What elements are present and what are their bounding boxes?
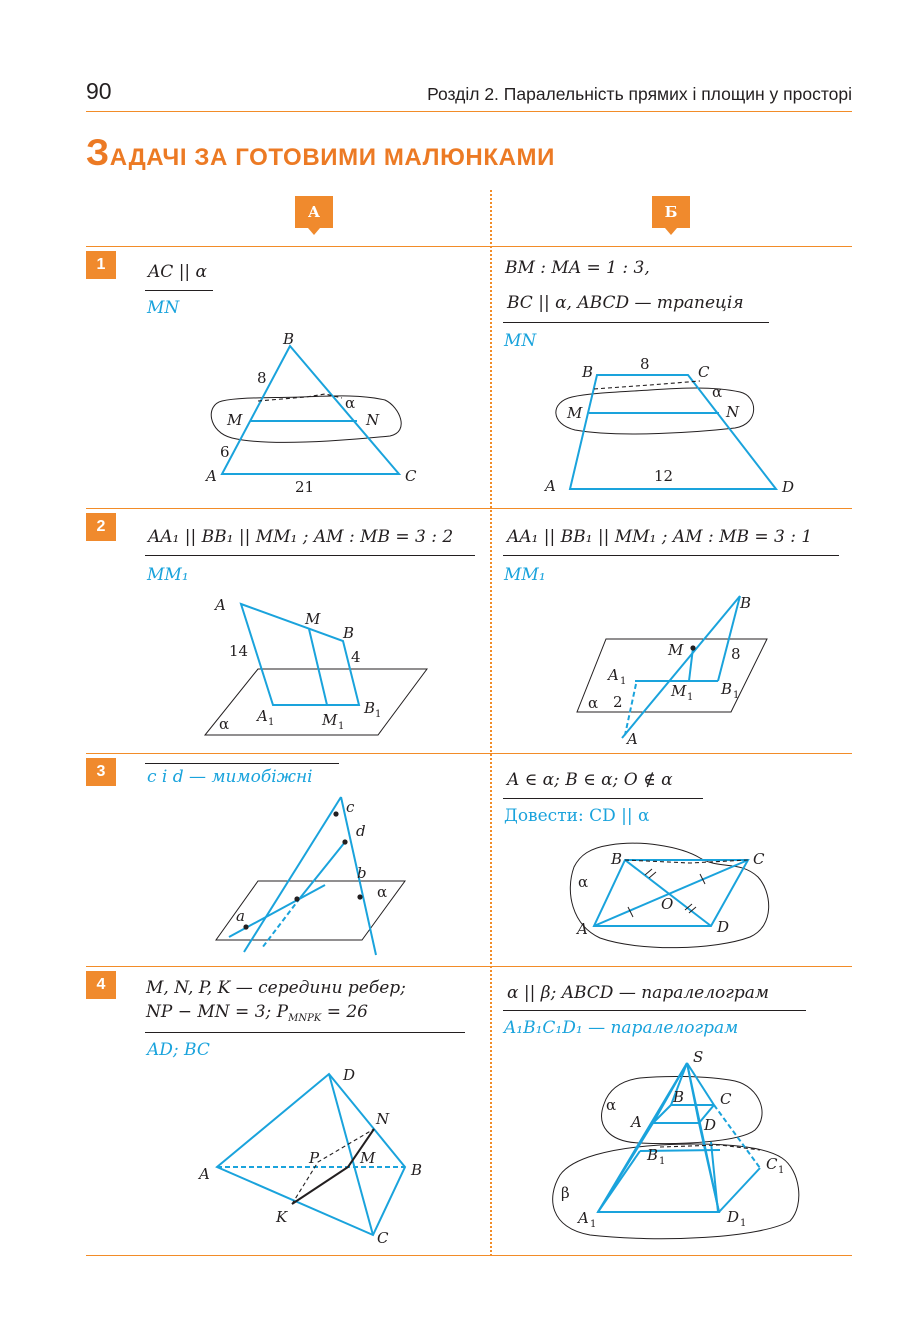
svg-text:α: α xyxy=(345,394,356,412)
svg-text:C: C xyxy=(753,850,765,868)
p1b-find: MN xyxy=(504,331,537,351)
svg-text:M: M xyxy=(668,641,684,659)
svg-text:B: B xyxy=(411,1161,423,1179)
svg-text:D: D xyxy=(782,478,795,496)
svg-text:1: 1 xyxy=(778,1165,785,1176)
svg-text:A: A xyxy=(577,920,588,938)
p4a-given-2: NP − MN = 3; $P_{MNPK} = 26$ xyxy=(146,1002,368,1024)
svg-text:α: α xyxy=(219,715,230,733)
svg-text:M: M xyxy=(671,682,687,700)
svg-text:M: M xyxy=(360,1149,376,1167)
page-number: 90 xyxy=(86,78,112,104)
svg-text:A: A xyxy=(631,1113,642,1131)
svg-text:8: 8 xyxy=(257,369,267,387)
svg-text:β: β xyxy=(561,1184,570,1202)
section-title-initial: З xyxy=(86,132,110,173)
svg-text:1: 1 xyxy=(733,690,740,701)
svg-text:A: A xyxy=(608,666,619,684)
problem-number-2: 2 xyxy=(86,513,116,541)
svg-text:α: α xyxy=(606,1096,617,1114)
p2b-given: AA₁ || BB₁ || MM₁ ; AM : MB = 3 : 1 xyxy=(507,527,813,547)
p4a-given-1: M, N, P, K — середини ребер; xyxy=(146,978,406,998)
svg-text:a: a xyxy=(236,907,245,925)
svg-text:α: α xyxy=(588,694,599,712)
figure-3a xyxy=(216,797,405,955)
p4b-find: A₁B₁C₁D₁ — паралелограм xyxy=(504,1018,739,1038)
svg-text:8: 8 xyxy=(731,645,741,663)
svg-text:1: 1 xyxy=(590,1219,597,1230)
svg-text:1: 1 xyxy=(268,717,275,728)
figure-2a xyxy=(205,596,427,735)
svg-text:A: A xyxy=(627,730,638,748)
p1a-find: MN xyxy=(147,298,180,318)
section-title-rest: АДАЧІ ЗА ГОТОВИМИ МАЛЮНКАМИ xyxy=(109,144,555,171)
chapter-title: Розділ 2. Паралельність прямих і площин у просторі xyxy=(427,84,852,104)
p3b-find: Довести: CD || α xyxy=(504,806,650,826)
figure-4a xyxy=(197,1066,422,1247)
svg-text:d: d xyxy=(356,822,366,840)
svg-text:B: B xyxy=(611,850,623,868)
svg-text:D: D xyxy=(704,1116,717,1134)
svg-text:1: 1 xyxy=(687,692,694,703)
p3a-find: c і d — мимобіжні xyxy=(147,767,313,787)
svg-text:P: P xyxy=(309,1149,320,1167)
p1a-given: AC || α xyxy=(148,262,208,282)
p4b-given: α || β; ABCD — паралелограм xyxy=(507,983,769,1003)
svg-text:1: 1 xyxy=(620,676,627,687)
svg-text:c: c xyxy=(346,798,355,816)
svg-text:A: A xyxy=(545,477,556,495)
svg-text:14: 14 xyxy=(229,642,249,660)
svg-text:M: M xyxy=(227,411,243,429)
svg-text:21: 21 xyxy=(295,478,315,496)
problem-number-3: 3 xyxy=(86,758,116,786)
svg-text:N: N xyxy=(366,411,380,429)
svg-text:M: M xyxy=(322,711,338,729)
svg-text:B: B xyxy=(283,330,295,348)
p3b-given: A ∈ α; B ∈ α; O ∉ α xyxy=(507,770,673,790)
svg-text:1: 1 xyxy=(659,1156,666,1167)
svg-text:12: 12 xyxy=(654,467,674,485)
svg-text:1: 1 xyxy=(740,1218,747,1229)
figure-1a xyxy=(204,330,417,496)
svg-text:α: α xyxy=(377,883,388,901)
svg-text:N: N xyxy=(726,403,740,421)
svg-text:1: 1 xyxy=(338,721,345,732)
problem-number-4: 4 xyxy=(86,971,116,999)
p2a-given: AA₁ || BB₁ || MM₁ ; AM : MB = 3 : 2 xyxy=(148,527,454,547)
figure-1b xyxy=(543,355,794,496)
figure-3b xyxy=(570,843,768,947)
p4a-find: AD; BC xyxy=(147,1040,210,1060)
svg-text:8: 8 xyxy=(640,355,650,373)
p2b-find: MM₁ xyxy=(504,565,546,585)
svg-text:6: 6 xyxy=(220,443,230,461)
svg-text:O: O xyxy=(661,895,674,913)
svg-text:b: b xyxy=(357,864,367,882)
svg-text:D: D xyxy=(343,1066,356,1084)
svg-text:A: A xyxy=(206,467,217,485)
svg-text:B: B xyxy=(673,1088,685,1106)
figure-4b xyxy=(553,1048,799,1239)
svg-text:M: M xyxy=(567,404,583,422)
svg-text:B: B xyxy=(721,680,733,698)
svg-text:C: C xyxy=(766,1155,778,1173)
svg-text:C: C xyxy=(377,1229,389,1247)
problem-number-1: 1 xyxy=(86,251,116,279)
svg-text:4: 4 xyxy=(351,648,361,666)
svg-text:B: B xyxy=(343,624,355,642)
svg-text:A: A xyxy=(199,1165,210,1183)
column-header-a: А xyxy=(295,196,333,228)
svg-text:D: D xyxy=(717,918,730,936)
svg-text:C: C xyxy=(405,467,417,485)
svg-text:K: K xyxy=(276,1208,288,1226)
svg-text:N: N xyxy=(376,1110,390,1128)
svg-text:C: C xyxy=(698,363,710,381)
svg-text:A: A xyxy=(257,707,268,725)
svg-text:S: S xyxy=(693,1048,704,1066)
svg-text:1: 1 xyxy=(375,709,382,720)
svg-text:D: D xyxy=(727,1208,740,1226)
figure-2b xyxy=(577,594,767,748)
svg-text:B: B xyxy=(582,363,594,381)
svg-text:A: A xyxy=(215,596,226,614)
svg-text:M: M xyxy=(305,610,321,628)
svg-text:B: B xyxy=(364,699,376,717)
column-header-b: Б xyxy=(652,196,690,228)
svg-text:A: A xyxy=(578,1209,589,1227)
svg-text:C: C xyxy=(720,1090,732,1108)
p1b-given-1: BM : MA = 1 : 3, xyxy=(505,258,650,278)
p2a-find: MM₁ xyxy=(147,565,189,585)
svg-text:B: B xyxy=(647,1146,659,1164)
svg-text:B: B xyxy=(740,594,752,612)
svg-text:α: α xyxy=(712,383,723,401)
p1b-given-2: BC || α, ABCD — трапеція xyxy=(507,293,744,313)
svg-text:2: 2 xyxy=(613,693,623,711)
svg-text:α: α xyxy=(578,873,589,891)
